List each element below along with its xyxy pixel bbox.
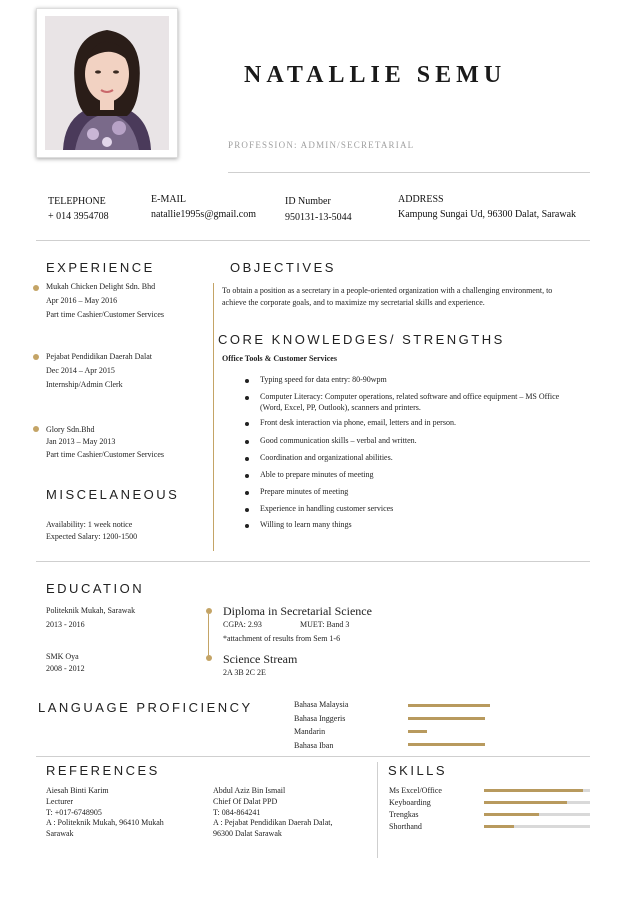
objectives-line2: achieve the corporate goals, and to maximize my secretarial skills and experience. (222, 298, 485, 307)
exp2-company: Pejabat Pendidikan Daerah Dalat (46, 352, 152, 361)
id-label: ID Number (285, 196, 331, 207)
timeline-dot (33, 285, 39, 291)
exp1-role: Part time Cashier/Customer Services (46, 310, 164, 319)
core-item: Willing to learn many things (260, 520, 352, 529)
divider-education (36, 561, 590, 562)
address-value: Kampung Sungai Ud, 96300 Dalat, Sarawak (398, 209, 577, 220)
bullet (245, 524, 249, 528)
cgpa: CGPA: 2.93 (223, 620, 262, 629)
availability: Availability: 1 week notice (46, 520, 133, 529)
timeline-dot (33, 354, 39, 360)
references-skills-divider (377, 762, 378, 858)
objectives-heading: OBJECTIVES (230, 260, 336, 275)
exp1-company: Mukah Chicken Delight Sdn. Bhd (46, 282, 156, 291)
exp2-dates: Dec 2014 – Apr 2015 (46, 366, 115, 375)
full-name: NATALLIE SEMU (244, 62, 507, 88)
bullet (245, 457, 249, 461)
expected-salary: Expected Salary: 1200-1500 (46, 532, 138, 541)
ref2-name: Abdul Aziz Bin Ismail (213, 786, 286, 795)
education-dot (206, 655, 212, 661)
bullet (245, 396, 249, 400)
language-item: Bahasa Malaysia (294, 700, 349, 709)
experience-heading: EXPERIENCE (46, 260, 155, 275)
divider-contact (36, 240, 590, 241)
ref1-name: Aiesah Binti Karim (46, 786, 109, 795)
core-subtitle: Office Tools & Customer Services (222, 354, 337, 363)
core-item: Coordination and organizational abilities. (260, 453, 393, 462)
address-label: ADDRESS (398, 194, 444, 205)
ref1-addr1: A : Politeknik Mukah, 96410 Mukah (46, 818, 164, 827)
bullet (245, 379, 249, 383)
years1: 2013 - 2016 (46, 620, 85, 629)
email-label: E-MAIL (151, 194, 186, 205)
skill-item: Keyboarding (389, 798, 431, 807)
exp3-dates: Jan 2013 – May 2013 (46, 437, 116, 446)
objectives-line1: To obtain a position as a secretary in a people-oriented organization with a challenging environment, to (222, 286, 553, 295)
divider-references (36, 756, 590, 757)
language-item: Bahasa Iban (294, 741, 334, 750)
bullet (245, 422, 249, 426)
language-bar (408, 704, 490, 707)
bullet (245, 508, 249, 512)
language-bar (408, 717, 485, 720)
years2: 2008 - 2012 (46, 664, 85, 673)
profile-photo (45, 16, 169, 150)
core-heading: CORE KNOWLEDGES/ STRENGTHS (218, 332, 505, 347)
grades: 2A 3B 2C 2E (223, 668, 266, 677)
misc-heading: MISCELANEOUS (46, 487, 180, 502)
language-item: Bahasa Inggeris (294, 714, 346, 723)
language-bar (408, 730, 427, 733)
core-item: Good communication skills – verbal and written. (260, 436, 417, 445)
skills-heading: SKILLS (388, 763, 448, 778)
timeline-dot (33, 426, 39, 432)
ref2-tel: T: 084-864241 (213, 808, 261, 817)
language-bars (408, 704, 498, 749)
qualification1: Diploma in Secretarial Science (223, 604, 372, 618)
exp3-role: Part time Cashier/Customer Services (46, 450, 164, 459)
bullet (245, 440, 249, 444)
ref2-addr1: A : Pejabat Pendidikan Daerah Dalat, (213, 818, 333, 827)
skill-item: Shorthand (389, 822, 422, 831)
ref1-addr2: Sarawak (46, 829, 74, 838)
exp1-dates: Apr 2016 – May 2016 (46, 296, 118, 305)
divider-top (228, 172, 590, 173)
school2: SMK Oya (46, 652, 79, 661)
skill-bars (484, 789, 590, 829)
school1: Politeknik Mukah, Sarawak (46, 606, 136, 615)
language-item: Mandarin (294, 727, 326, 736)
references-heading: REFERENCES (46, 763, 160, 778)
id-value: 950131-13-5044 (285, 212, 352, 223)
profession: PROFESSION: ADMIN/SECRETARIAL (228, 140, 415, 150)
skill-item: Trengkas (389, 810, 419, 819)
education-dot (206, 608, 212, 614)
language-bar (408, 743, 485, 746)
exp2-role: Internship/Admin Clerk (46, 380, 123, 389)
attachment-note: *attachment of results from Sem 1-6 (223, 634, 341, 643)
telephone-label: TELEPHONE (48, 196, 106, 207)
ref2-role: Chief Of Dalat PPD (213, 797, 278, 806)
core-item: Able to prepare minutes of meeting (260, 470, 374, 479)
muet: MUET: Band 3 (300, 620, 350, 629)
language-heading: LANGUAGE PROFICIENCY (38, 700, 253, 715)
timeline-line (213, 283, 214, 551)
skill-bar-fill (484, 813, 539, 816)
exp3-company: Glory Sdn.Bhd (46, 425, 95, 434)
skill-item: Ms Excel/Office (389, 786, 442, 795)
core-item: Prepare minutes of meeting (260, 487, 349, 496)
telephone-value: + 014 3954708 (48, 211, 109, 222)
email-value: natallie1995s@gmail.com (151, 209, 257, 220)
education-line (208, 614, 209, 658)
ref1-tel: T: +017-6748905 (46, 808, 102, 817)
ref2-addr2: 96300 Dalat Sarawak (213, 829, 282, 838)
ref1-role: Lecturer (46, 797, 74, 806)
core-item: Experience in handling customer services (260, 504, 394, 513)
core-item: Front desk interaction via phone, email, letters and in person. (260, 418, 456, 427)
bullet (245, 474, 249, 478)
core-item: Computer Literacy: Computer operations, related software and office equipment – MS Office (260, 392, 560, 401)
skill-bar-fill (484, 801, 567, 804)
bullet (245, 491, 249, 495)
qualification2: Science Stream (223, 652, 298, 666)
core-item-continued: (Word, Excel, PP, Outlook), scanners and printers. (260, 403, 421, 412)
skill-bar-fill (484, 789, 583, 792)
education-heading: EDUCATION (46, 581, 145, 596)
skill-bar-fill (484, 825, 514, 828)
core-item: Typing speed for data entry: 80-90wpm (260, 375, 387, 384)
